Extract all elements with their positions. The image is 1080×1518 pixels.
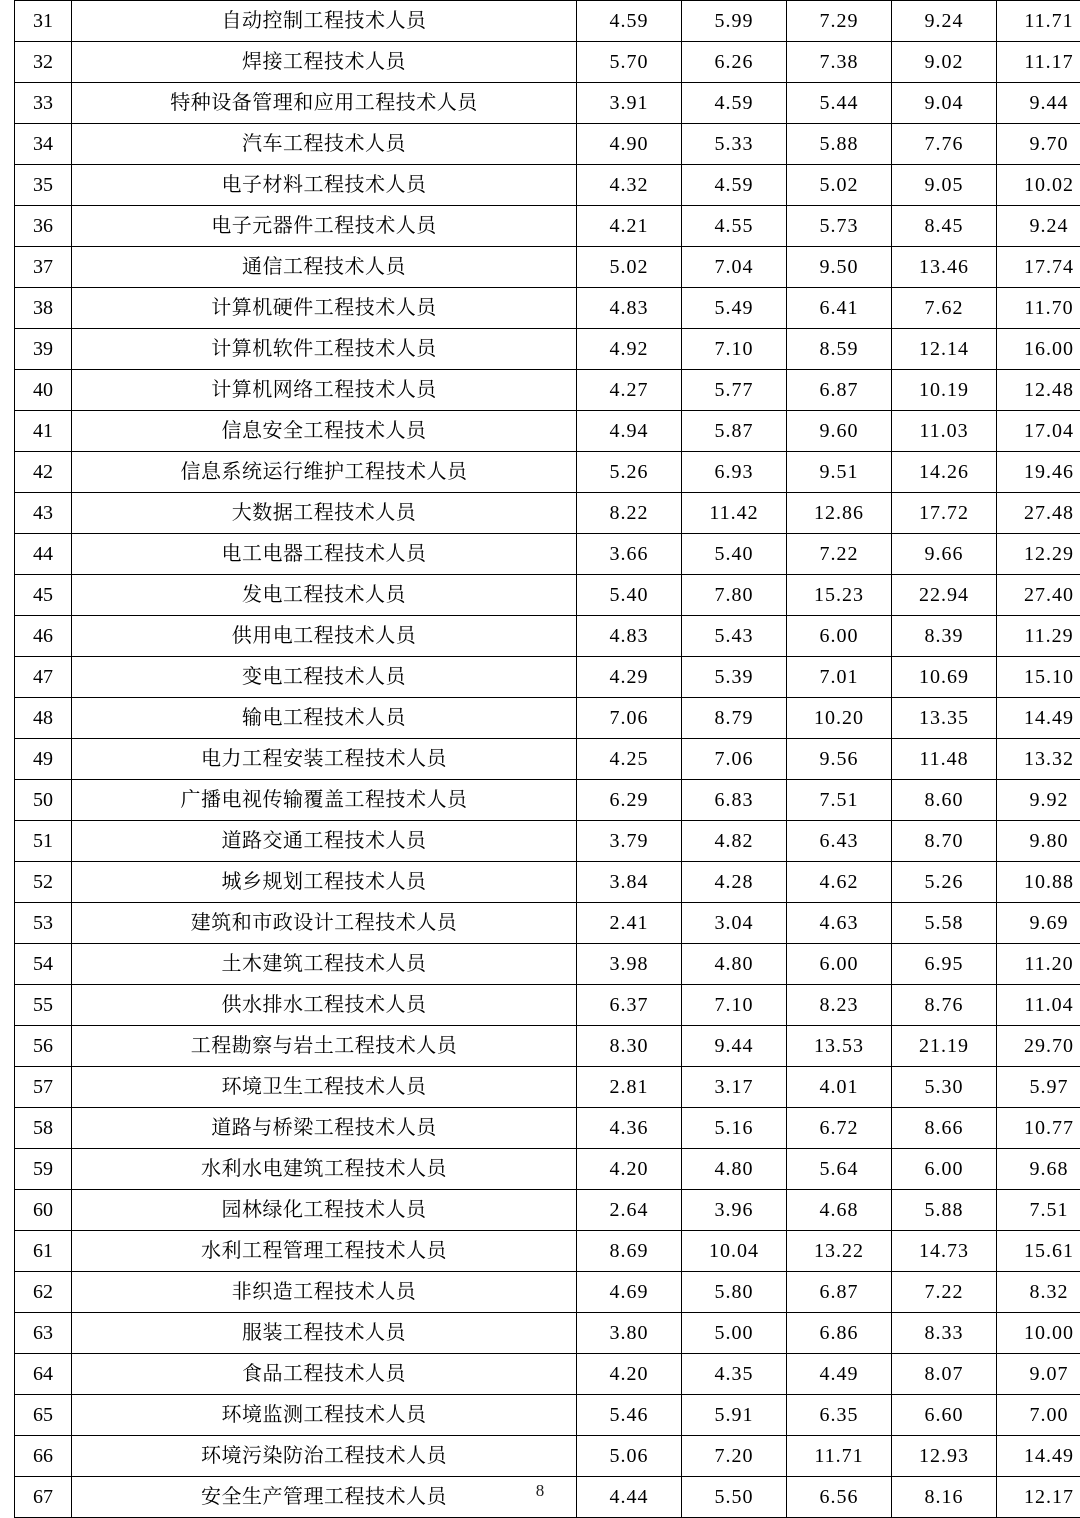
value-high: 5.88 xyxy=(787,124,892,165)
value-higher: 5.88 xyxy=(892,1190,997,1231)
value-high: 4.49 xyxy=(787,1354,892,1395)
table-row xyxy=(15,698,1080,739)
row-index: 49 xyxy=(15,739,72,780)
value-low: 4.32 xyxy=(577,165,682,206)
value-mid: 4.55 xyxy=(682,206,787,247)
value-max: 9.70 xyxy=(997,124,1080,165)
value-low: 4.20 xyxy=(577,1354,682,1395)
table-row xyxy=(15,657,1080,698)
occupation-name: 工程勘察与岩土工程技术人员 xyxy=(72,1026,577,1067)
value-max: 10.77 xyxy=(997,1108,1080,1149)
value-max: 12.29 xyxy=(997,534,1080,575)
occupation-name: 通信工程技术人员 xyxy=(72,247,577,288)
value-high: 4.01 xyxy=(787,1067,892,1108)
value-high: 6.00 xyxy=(787,616,892,657)
value-high: 5.73 xyxy=(787,206,892,247)
value-higher: 8.33 xyxy=(892,1313,997,1354)
occupation-name: 土木建筑工程技术人员 xyxy=(72,944,577,985)
value-low: 4.29 xyxy=(577,657,682,698)
value-higher: 7.76 xyxy=(892,124,997,165)
occupation-name: 水利工程管理工程技术人员 xyxy=(72,1231,577,1272)
table-row xyxy=(15,821,1080,862)
value-higher: 17.72 xyxy=(892,493,997,534)
occupation-wage-table xyxy=(14,0,1080,1518)
value-max: 17.74 xyxy=(997,247,1080,288)
value-max: 14.49 xyxy=(997,698,1080,739)
value-max: 9.07 xyxy=(997,1354,1080,1395)
value-mid: 10.04 xyxy=(682,1231,787,1272)
value-high: 12.86 xyxy=(787,493,892,534)
row-index: 50 xyxy=(15,780,72,821)
value-mid: 5.87 xyxy=(682,411,787,452)
value-high: 7.22 xyxy=(787,534,892,575)
occupation-name: 大数据工程技术人员 xyxy=(72,493,577,534)
value-higher: 12.14 xyxy=(892,329,997,370)
value-mid: 4.82 xyxy=(682,821,787,862)
occupation-name: 道路交通工程技术人员 xyxy=(72,821,577,862)
table-row xyxy=(15,1026,1080,1067)
row-index: 58 xyxy=(15,1108,72,1149)
value-mid: 4.28 xyxy=(682,862,787,903)
table-row xyxy=(15,739,1080,780)
occupation-name: 电力工程安装工程技术人员 xyxy=(72,739,577,780)
occupation-name: 汽车工程技术人员 xyxy=(72,124,577,165)
value-mid: 5.43 xyxy=(682,616,787,657)
value-higher: 13.46 xyxy=(892,247,997,288)
value-high: 7.01 xyxy=(787,657,892,698)
value-max: 10.88 xyxy=(997,862,1080,903)
row-index: 52 xyxy=(15,862,72,903)
value-low: 4.59 xyxy=(577,1,682,42)
value-low: 3.98 xyxy=(577,944,682,985)
value-higher: 13.35 xyxy=(892,698,997,739)
value-max: 10.00 xyxy=(997,1313,1080,1354)
value-low: 3.91 xyxy=(577,83,682,124)
table-row xyxy=(15,1108,1080,1149)
value-higher: 10.19 xyxy=(892,370,997,411)
row-index: 45 xyxy=(15,575,72,616)
value-high: 9.60 xyxy=(787,411,892,452)
value-higher: 8.60 xyxy=(892,780,997,821)
occupation-name: 信息安全工程技术人员 xyxy=(72,411,577,452)
row-index: 60 xyxy=(15,1190,72,1231)
value-higher: 14.26 xyxy=(892,452,997,493)
occupation-name: 水利水电建筑工程技术人员 xyxy=(72,1149,577,1190)
value-max: 10.02 xyxy=(997,165,1080,206)
value-higher: 11.48 xyxy=(892,739,997,780)
table-row xyxy=(15,944,1080,985)
value-higher: 8.76 xyxy=(892,985,997,1026)
value-max: 13.32 xyxy=(997,739,1080,780)
table-row xyxy=(15,1231,1080,1272)
value-max: 27.40 xyxy=(997,575,1080,616)
table-row xyxy=(15,83,1080,124)
value-low: 6.29 xyxy=(577,780,682,821)
value-low: 3.84 xyxy=(577,862,682,903)
value-higher: 8.16 xyxy=(892,1477,997,1518)
table-row xyxy=(15,1436,1080,1477)
row-index: 39 xyxy=(15,329,72,370)
occupation-name: 服装工程技术人员 xyxy=(72,1313,577,1354)
value-low: 5.26 xyxy=(577,452,682,493)
occupation-name: 信息系统运行维护工程技术人员 xyxy=(72,452,577,493)
value-low: 3.66 xyxy=(577,534,682,575)
table-row xyxy=(15,1272,1080,1313)
value-max: 15.61 xyxy=(997,1231,1080,1272)
value-higher: 8.70 xyxy=(892,821,997,862)
value-max: 9.44 xyxy=(997,83,1080,124)
value-higher: 8.07 xyxy=(892,1354,997,1395)
table-row xyxy=(15,1354,1080,1395)
table-row xyxy=(15,1149,1080,1190)
value-mid: 5.00 xyxy=(682,1313,787,1354)
row-index: 55 xyxy=(15,985,72,1026)
value-mid: 6.93 xyxy=(682,452,787,493)
value-low: 4.69 xyxy=(577,1272,682,1313)
value-mid: 6.83 xyxy=(682,780,787,821)
value-higher: 9.02 xyxy=(892,42,997,83)
table-row xyxy=(15,1067,1080,1108)
row-index: 66 xyxy=(15,1436,72,1477)
value-higher: 6.95 xyxy=(892,944,997,985)
value-max: 29.70 xyxy=(997,1026,1080,1067)
value-low: 5.02 xyxy=(577,247,682,288)
value-higher: 22.94 xyxy=(892,575,997,616)
value-mid: 5.91 xyxy=(682,1395,787,1436)
value-mid: 7.10 xyxy=(682,329,787,370)
value-low: 6.37 xyxy=(577,985,682,1026)
row-index: 59 xyxy=(15,1149,72,1190)
value-max: 11.29 xyxy=(997,616,1080,657)
row-index: 56 xyxy=(15,1026,72,1067)
value-max: 16.00 xyxy=(997,329,1080,370)
value-mid: 7.04 xyxy=(682,247,787,288)
value-max: 17.04 xyxy=(997,411,1080,452)
value-high: 9.51 xyxy=(787,452,892,493)
occupation-name: 环境监测工程技术人员 xyxy=(72,1395,577,1436)
value-mid: 5.39 xyxy=(682,657,787,698)
value-low: 5.06 xyxy=(577,1436,682,1477)
page-number: 8 xyxy=(0,1481,1080,1501)
row-index: 53 xyxy=(15,903,72,944)
occupation-name: 电工电器工程技术人员 xyxy=(72,534,577,575)
value-max: 12.17 xyxy=(997,1477,1080,1518)
value-max: 14.49 xyxy=(997,1436,1080,1477)
value-high: 6.56 xyxy=(787,1477,892,1518)
occupation-name: 计算机软件工程技术人员 xyxy=(72,329,577,370)
value-mid: 5.99 xyxy=(682,1,787,42)
value-mid: 8.79 xyxy=(682,698,787,739)
value-max: 11.71 xyxy=(997,1,1080,42)
value-higher: 6.60 xyxy=(892,1395,997,1436)
row-index: 61 xyxy=(15,1231,72,1272)
value-high: 4.68 xyxy=(787,1190,892,1231)
row-index: 64 xyxy=(15,1354,72,1395)
value-high: 6.41 xyxy=(787,288,892,329)
value-mid: 6.26 xyxy=(682,42,787,83)
value-mid: 7.10 xyxy=(682,985,787,1026)
occupation-name: 食品工程技术人员 xyxy=(72,1354,577,1395)
value-low: 4.90 xyxy=(577,124,682,165)
value-high: 4.63 xyxy=(787,903,892,944)
value-higher: 8.39 xyxy=(892,616,997,657)
value-mid: 5.33 xyxy=(682,124,787,165)
occupation-name: 电子元器件工程技术人员 xyxy=(72,206,577,247)
table-row xyxy=(15,1313,1080,1354)
row-index: 41 xyxy=(15,411,72,452)
occupation-name: 电子材料工程技术人员 xyxy=(72,165,577,206)
value-high: 5.44 xyxy=(787,83,892,124)
value-low: 4.36 xyxy=(577,1108,682,1149)
value-higher: 9.24 xyxy=(892,1,997,42)
value-mid: 4.59 xyxy=(682,83,787,124)
value-mid: 5.40 xyxy=(682,534,787,575)
value-high: 6.87 xyxy=(787,370,892,411)
value-higher: 14.73 xyxy=(892,1231,997,1272)
occupation-name: 非织造工程技术人员 xyxy=(72,1272,577,1313)
table-row xyxy=(15,42,1080,83)
table-row xyxy=(15,165,1080,206)
value-max: 7.51 xyxy=(997,1190,1080,1231)
value-low: 2.64 xyxy=(577,1190,682,1231)
value-higher: 21.19 xyxy=(892,1026,997,1067)
value-high: 9.56 xyxy=(787,739,892,780)
value-low: 3.79 xyxy=(577,821,682,862)
row-index: 44 xyxy=(15,534,72,575)
value-high: 13.53 xyxy=(787,1026,892,1067)
table-row xyxy=(15,1395,1080,1436)
table-row xyxy=(15,124,1080,165)
value-max: 9.68 xyxy=(997,1149,1080,1190)
value-mid: 4.59 xyxy=(682,165,787,206)
occupation-name: 城乡规划工程技术人员 xyxy=(72,862,577,903)
value-higher: 5.30 xyxy=(892,1067,997,1108)
row-index: 46 xyxy=(15,616,72,657)
value-mid: 3.17 xyxy=(682,1067,787,1108)
table-row xyxy=(15,575,1080,616)
value-mid: 4.80 xyxy=(682,944,787,985)
value-low: 7.06 xyxy=(577,698,682,739)
value-mid: 5.16 xyxy=(682,1108,787,1149)
value-high: 8.23 xyxy=(787,985,892,1026)
value-higher: 10.69 xyxy=(892,657,997,698)
value-high: 6.00 xyxy=(787,944,892,985)
value-high: 15.23 xyxy=(787,575,892,616)
value-max: 11.17 xyxy=(997,42,1080,83)
table-row xyxy=(15,1,1080,42)
value-low: 5.46 xyxy=(577,1395,682,1436)
value-mid: 7.80 xyxy=(682,575,787,616)
value-max: 8.32 xyxy=(997,1272,1080,1313)
table-row xyxy=(15,862,1080,903)
table-row xyxy=(15,985,1080,1026)
value-higher: 5.26 xyxy=(892,862,997,903)
occupation-name: 安全生产管理工程技术人员 xyxy=(72,1477,577,1518)
row-index: 38 xyxy=(15,288,72,329)
value-max: 9.80 xyxy=(997,821,1080,862)
value-mid: 7.20 xyxy=(682,1436,787,1477)
table-body xyxy=(15,1,1080,1518)
occupation-name: 计算机网络工程技术人员 xyxy=(72,370,577,411)
row-index: 42 xyxy=(15,452,72,493)
row-index: 36 xyxy=(15,206,72,247)
value-higher: 9.05 xyxy=(892,165,997,206)
occupation-name: 变电工程技术人员 xyxy=(72,657,577,698)
row-index: 33 xyxy=(15,83,72,124)
table-row xyxy=(15,329,1080,370)
value-low: 4.20 xyxy=(577,1149,682,1190)
value-low: 4.92 xyxy=(577,329,682,370)
occupation-name: 供用电工程技术人员 xyxy=(72,616,577,657)
value-mid: 11.42 xyxy=(682,493,787,534)
table-row xyxy=(15,206,1080,247)
value-high: 7.38 xyxy=(787,42,892,83)
value-mid: 3.96 xyxy=(682,1190,787,1231)
row-index: 34 xyxy=(15,124,72,165)
value-mid: 4.80 xyxy=(682,1149,787,1190)
value-high: 6.43 xyxy=(787,821,892,862)
value-low: 4.83 xyxy=(577,288,682,329)
value-mid: 9.44 xyxy=(682,1026,787,1067)
value-mid: 5.49 xyxy=(682,288,787,329)
value-low: 8.69 xyxy=(577,1231,682,1272)
value-max: 11.04 xyxy=(997,985,1080,1026)
table-row xyxy=(15,780,1080,821)
row-index: 51 xyxy=(15,821,72,862)
value-higher: 12.93 xyxy=(892,1436,997,1477)
value-high: 6.35 xyxy=(787,1395,892,1436)
value-mid: 4.35 xyxy=(682,1354,787,1395)
row-index: 32 xyxy=(15,42,72,83)
value-low: 8.22 xyxy=(577,493,682,534)
value-higher: 9.04 xyxy=(892,83,997,124)
value-high: 5.64 xyxy=(787,1149,892,1190)
value-max: 9.69 xyxy=(997,903,1080,944)
table-row xyxy=(15,534,1080,575)
table-row xyxy=(15,411,1080,452)
value-low: 4.83 xyxy=(577,616,682,657)
value-mid: 5.77 xyxy=(682,370,787,411)
value-high: 6.87 xyxy=(787,1272,892,1313)
value-mid: 5.50 xyxy=(682,1477,787,1518)
value-max: 15.10 xyxy=(997,657,1080,698)
row-index: 57 xyxy=(15,1067,72,1108)
occupation-name: 焊接工程技术人员 xyxy=(72,42,577,83)
table-row xyxy=(15,493,1080,534)
value-low: 4.44 xyxy=(577,1477,682,1518)
value-max: 5.97 xyxy=(997,1067,1080,1108)
value-low: 4.27 xyxy=(577,370,682,411)
value-high: 5.02 xyxy=(787,165,892,206)
row-index: 47 xyxy=(15,657,72,698)
occupation-name: 发电工程技术人员 xyxy=(72,575,577,616)
value-low: 8.30 xyxy=(577,1026,682,1067)
value-higher: 7.22 xyxy=(892,1272,997,1313)
value-mid: 5.80 xyxy=(682,1272,787,1313)
value-max: 19.46 xyxy=(997,452,1080,493)
row-index: 43 xyxy=(15,493,72,534)
table-row xyxy=(15,288,1080,329)
value-max: 7.00 xyxy=(997,1395,1080,1436)
occupation-name: 广播电视传输覆盖工程技术人员 xyxy=(72,780,577,821)
value-max: 27.48 xyxy=(997,493,1080,534)
occupation-name: 道路与桥梁工程技术人员 xyxy=(72,1108,577,1149)
row-index: 67 xyxy=(15,1477,72,1518)
value-low: 4.21 xyxy=(577,206,682,247)
value-higher: 11.03 xyxy=(892,411,997,452)
value-high: 10.20 xyxy=(787,698,892,739)
value-low: 5.70 xyxy=(577,42,682,83)
table-row xyxy=(15,452,1080,493)
row-index: 35 xyxy=(15,165,72,206)
value-low: 3.80 xyxy=(577,1313,682,1354)
row-index: 54 xyxy=(15,944,72,985)
value-high: 7.29 xyxy=(787,1,892,42)
row-index: 37 xyxy=(15,247,72,288)
value-max: 9.24 xyxy=(997,206,1080,247)
occupation-name: 环境污染防治工程技术人员 xyxy=(72,1436,577,1477)
occupation-name: 园林绿化工程技术人员 xyxy=(72,1190,577,1231)
value-higher: 5.58 xyxy=(892,903,997,944)
row-index: 65 xyxy=(15,1395,72,1436)
value-high: 8.59 xyxy=(787,329,892,370)
occupation-name: 环境卫生工程技术人员 xyxy=(72,1067,577,1108)
table-row xyxy=(15,1190,1080,1231)
value-higher: 6.00 xyxy=(892,1149,997,1190)
value-higher: 8.45 xyxy=(892,206,997,247)
table-row xyxy=(15,903,1080,944)
row-index: 48 xyxy=(15,698,72,739)
occupation-name: 自动控制工程技术人员 xyxy=(72,1,577,42)
occupation-name: 建筑和市政设计工程技术人员 xyxy=(72,903,577,944)
value-low: 2.81 xyxy=(577,1067,682,1108)
value-mid: 7.06 xyxy=(682,739,787,780)
table-row xyxy=(15,616,1080,657)
table-row xyxy=(15,247,1080,288)
value-high: 11.71 xyxy=(787,1436,892,1477)
value-max: 11.70 xyxy=(997,288,1080,329)
value-higher: 7.62 xyxy=(892,288,997,329)
value-high: 4.62 xyxy=(787,862,892,903)
occupation-name: 输电工程技术人员 xyxy=(72,698,577,739)
value-low: 2.41 xyxy=(577,903,682,944)
value-high: 6.86 xyxy=(787,1313,892,1354)
value-low: 5.40 xyxy=(577,575,682,616)
row-index: 40 xyxy=(15,370,72,411)
value-high: 6.72 xyxy=(787,1108,892,1149)
value-high: 13.22 xyxy=(787,1231,892,1272)
occupation-name: 计算机硬件工程技术人员 xyxy=(72,288,577,329)
table-row xyxy=(15,370,1080,411)
value-high: 7.51 xyxy=(787,780,892,821)
value-higher: 9.66 xyxy=(892,534,997,575)
occupation-name: 特种设备管理和应用工程技术人员 xyxy=(72,83,577,124)
occupation-name: 供水排水工程技术人员 xyxy=(72,985,577,1026)
row-index: 31 xyxy=(15,1,72,42)
value-low: 4.25 xyxy=(577,739,682,780)
value-higher: 8.66 xyxy=(892,1108,997,1149)
value-high: 9.50 xyxy=(787,247,892,288)
value-max: 11.20 xyxy=(997,944,1080,985)
value-max: 12.48 xyxy=(997,370,1080,411)
value-mid: 3.04 xyxy=(682,903,787,944)
value-low: 4.94 xyxy=(577,411,682,452)
row-index: 63 xyxy=(15,1313,72,1354)
value-max: 9.92 xyxy=(997,780,1080,821)
row-index: 62 xyxy=(15,1272,72,1313)
